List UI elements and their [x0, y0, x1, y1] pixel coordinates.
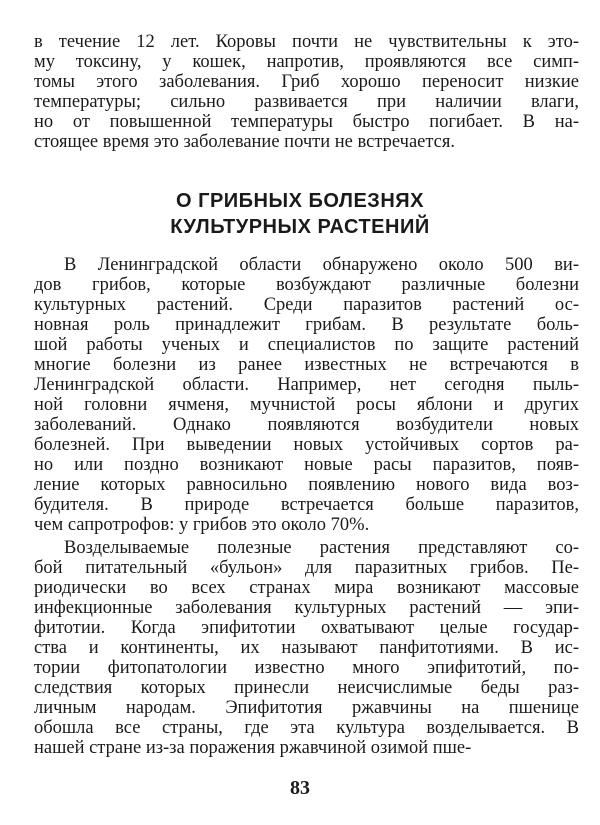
text-line: тории фитопатологии известно много эпифитотий, по-: [34, 658, 579, 678]
text-line: обошла все страны, где эта культура возделывается. В: [34, 718, 579, 738]
text-line: чем сапротрофов: у грибов это около 70%.: [34, 515, 370, 535]
text-line: дов грибов, которые возбуждают различные болезни: [34, 275, 579, 295]
text-line: ства и континенты, их называют панфитотиями. В ис-: [34, 638, 579, 658]
text-line: нашей стране из-за поражения ржавчиной озимой пше-: [34, 738, 472, 758]
text-line: культурных растений. Среди паразитов растений ос-: [34, 295, 579, 315]
paragraph-epiphytotics: [34, 538, 579, 758]
text-line: томы этого заболевания. Гриб хорошо переносит низкие: [34, 72, 579, 92]
text-line: бой питательный «бульон» для паразитных грибов. Пе-: [34, 558, 579, 578]
text-line: му токсину, у кошек, напротив, проявляются все симп-: [34, 52, 579, 72]
text-line: заболеваний. Однако появляются возбудители новых: [34, 415, 579, 435]
text-line: ной головни ячменя, мучнистой росы яблони и других: [34, 395, 579, 415]
section-heading-line: КУЛЬТУРНЫХ РАСТЕНИЙ: [170, 216, 430, 238]
page-number: 83: [290, 777, 310, 799]
paragraph-fungi-in-leningrad: [34, 255, 579, 535]
text-line: инфекционные заболевания культурных растений — эпи-: [34, 598, 579, 618]
text-line: фитотии. Когда эпифитотии охватывают целые государ-: [34, 618, 579, 638]
section-heading-line: О ГРИБНЫХ БОЛЕЗНЯХ: [176, 190, 424, 212]
text-line: но от повышенной температуры быстро погибает. В на-: [34, 112, 579, 132]
text-line: риодически во всех странах мира возникают массовые: [34, 578, 579, 598]
text-line: болезней. При выведении новых устойчивых сортов ра-: [34, 435, 579, 455]
text-line: личным народам. Эпифитотия ржавчины на пшенице: [34, 698, 579, 718]
text-line: но или поздно возникают новые расы паразитов, появ-: [34, 455, 579, 475]
text-line: новная роль принадлежит грибам. В результате боль-: [34, 315, 579, 335]
text-line: шой работы ученых и специалистов по защите растений: [34, 335, 579, 355]
text-line: стоящее время это заболевание почти не встречается.: [34, 132, 456, 152]
text-line: температуры; сильно развивается при наличии влаги,: [34, 92, 579, 112]
text-line: Ленинградской области. Например, нет сегодня пыль-: [34, 375, 579, 395]
text-line: ление которых равносильно появлению нового вида воз-: [34, 475, 579, 495]
text-line: в течение 12 лет. Коровы почти не чувствительны к это-: [34, 32, 579, 52]
section-heading: [0, 188, 600, 240]
text-line: многие болезни из ранее известных не встречаются в: [34, 355, 579, 375]
text-line: Возделываемые полезные растения представляют со-: [64, 538, 579, 558]
text-line: следствия которых принесли неисчислимые беды раз-: [34, 678, 579, 698]
paragraph-continuation: [34, 32, 579, 152]
text-line: В Ленинградской области обнаружено около 500 ви-: [64, 255, 579, 275]
text-line: будителя. В природе встречается больше паразитов,: [34, 495, 579, 515]
